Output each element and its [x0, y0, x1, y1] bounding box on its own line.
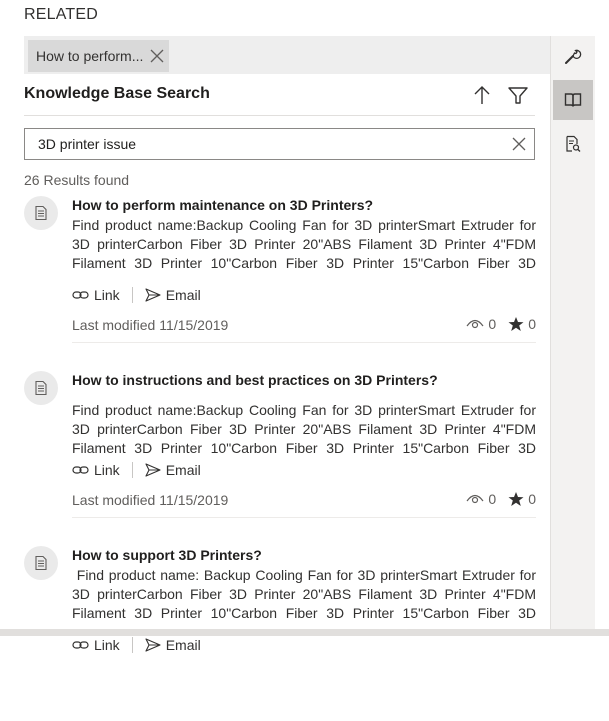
views-stat — [466, 316, 496, 332]
article-title[interactable]: How to perform maintenance on 3D Printers? — [72, 197, 374, 213]
kb-title: Knowledge Base Search — [24, 85, 210, 102]
article-title[interactable]: How to instructions and best practices on 3D Printers? — [72, 372, 438, 388]
send-icon — [145, 463, 161, 477]
results-count: 26 Results found — [24, 172, 130, 188]
article-actions — [72, 285, 201, 305]
horizontal-scrollbar[interactable] — [0, 629, 609, 636]
star-icon — [508, 491, 524, 507]
action-divider — [132, 462, 133, 478]
email-label: Email — [165, 462, 201, 478]
link-icon — [72, 289, 89, 301]
book-icon — [564, 92, 582, 108]
search-box — [24, 128, 535, 160]
email-button[interactable] — [145, 287, 201, 303]
results-list — [24, 196, 540, 721]
list-item — [24, 371, 535, 546]
last-modified-label: Last modified — [72, 317, 156, 333]
link-button[interactable] — [72, 637, 120, 653]
star-icon — [508, 316, 524, 332]
rating-count: 0 — [528, 491, 536, 507]
last-modified-date: 11/15/2019 — [159, 317, 229, 333]
close-icon[interactable] — [510, 135, 528, 153]
link-icon — [72, 464, 89, 476]
related-title: RELATED — [24, 6, 99, 23]
rail-button-search[interactable] — [553, 124, 593, 164]
article-stats — [466, 316, 536, 332]
rating-stat — [508, 491, 536, 507]
action-divider — [132, 637, 133, 653]
wrench-icon — [564, 47, 582, 65]
last-modified — [72, 317, 228, 333]
session-tab-label: How to perform... — [36, 48, 144, 64]
email-label: Email — [165, 287, 201, 303]
email-label: Email — [165, 637, 201, 653]
article-actions — [72, 460, 201, 480]
arrow-up-icon[interactable] — [470, 83, 494, 107]
article-icon — [24, 546, 58, 580]
document-search-icon — [564, 135, 582, 153]
link-icon — [72, 639, 89, 651]
last-modified-label: Last modified — [72, 492, 156, 508]
side-rail — [550, 36, 595, 636]
send-icon — [145, 288, 161, 302]
views-count: 0 — [488, 316, 497, 332]
link-button[interactable] — [72, 462, 120, 478]
email-button[interactable] — [145, 462, 201, 478]
link-label: Link — [94, 637, 120, 653]
eye-icon — [466, 493, 484, 505]
eye-icon — [466, 318, 484, 330]
article-icon — [24, 371, 58, 405]
email-button[interactable] — [145, 637, 201, 653]
list-item — [24, 196, 535, 371]
article-stats — [466, 491, 536, 507]
link-label: Link — [94, 287, 120, 303]
session-tab-strip — [24, 36, 550, 74]
rail-button-knowledge[interactable] — [553, 80, 593, 120]
link-button[interactable] — [72, 287, 120, 303]
article-footer — [72, 491, 536, 511]
article-footer — [72, 316, 536, 336]
close-icon[interactable] — [147, 46, 167, 66]
rating-count: 0 — [528, 316, 536, 332]
article-snippet: Find product name:Backup Cooling Fan for 3D printerSmart Extruder for 3D printerCarbon Fiber 3D Printer 20"ABS Filament 3D Printer 4"FDM Filament 3D Printer 10"Carbon Fiber 3D Printer 15"Carbon Fiber 3D — [72, 217, 536, 271]
divider — [72, 342, 536, 343]
kb-panel — [24, 36, 550, 653]
filter-icon[interactable] — [506, 83, 530, 107]
article-snippet: Find product name:Backup Cooling Fan for 3D printerSmart Extruder for 3D printerCarbon Fiber 3D Printer 20"ABS Filament 3D Printer 4"FDM Filament 3D Printer 10"Carbon Fiber 3D Printer 15"Carbon Fiber 3D — [72, 402, 536, 456]
article-snippet: Find product name: Backup Cooling Fan for 3D printerSmart Extruder for 3D printerCarbon Fiber 3D Printer 20"ABS Filament 3D Printer 4"FDM Filament 3D Printer 10"Carbon Fiber 3D Printer 15"Carbon Fiber 3D — [72, 567, 540, 621]
article-actions — [72, 635, 201, 655]
search-input[interactable] — [25, 129, 505, 159]
last-modified-date: 11/15/2019 — [159, 492, 229, 508]
related-header — [0, 0, 609, 36]
rail-button-tools[interactable] — [553, 36, 593, 76]
action-divider — [132, 287, 133, 303]
last-modified — [72, 492, 228, 508]
send-icon — [145, 638, 161, 652]
link-label: Link — [94, 462, 120, 478]
kb-header — [24, 74, 535, 116]
rating-stat — [508, 316, 536, 332]
article-title[interactable]: How to support 3D Printers? — [72, 547, 262, 563]
divider — [72, 517, 536, 518]
views-count: 0 — [488, 491, 497, 507]
session-tab[interactable] — [28, 40, 169, 72]
views-stat — [466, 491, 496, 507]
article-icon — [24, 196, 58, 230]
